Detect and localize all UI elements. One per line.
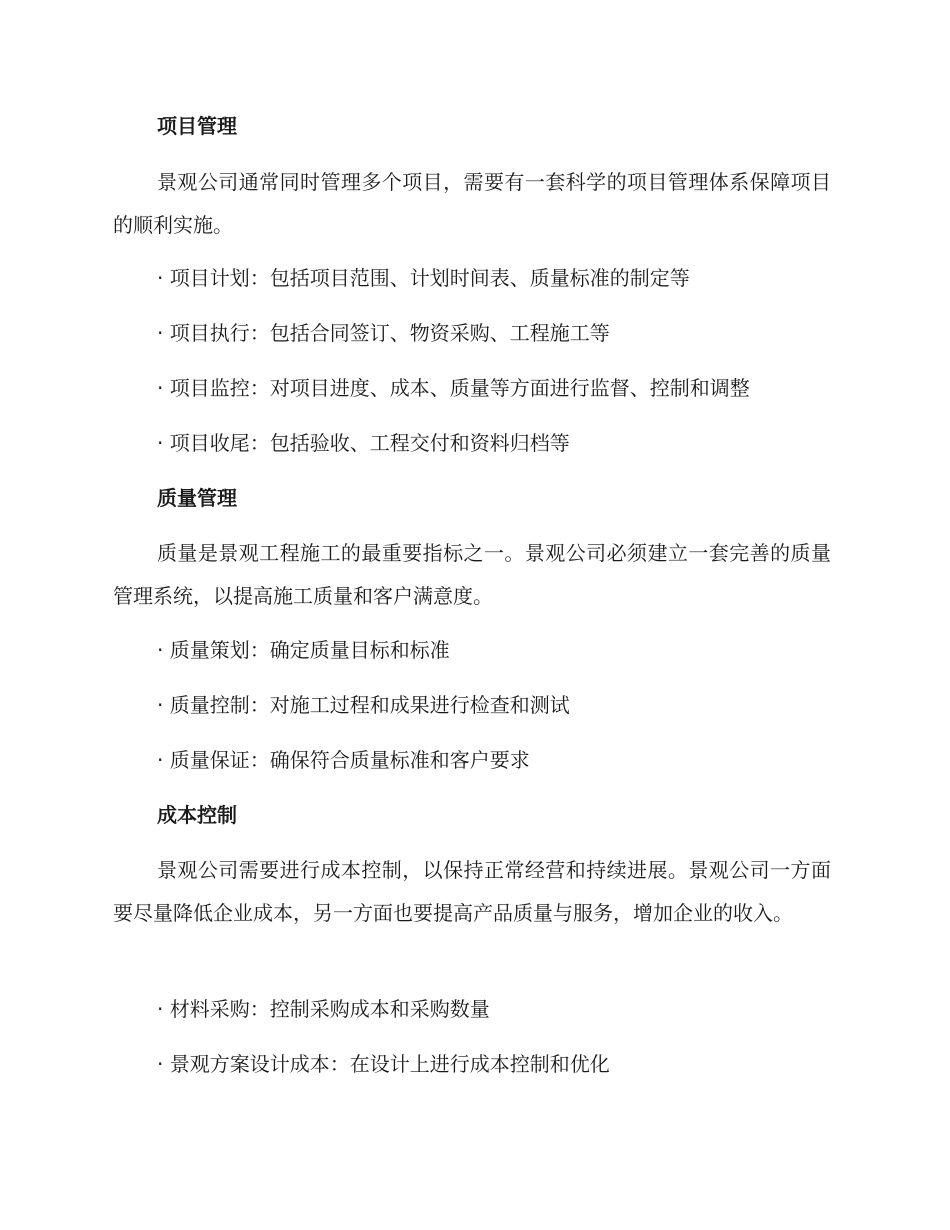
list-item: · 景观方案设计成本：在设计上进行成本控制和优化 xyxy=(157,1052,610,1076)
section-heading-quality-management: 质量管理 xyxy=(157,486,237,510)
list-item: · 项目执行：包括合同签订、物资采购、工程施工等 xyxy=(157,321,610,345)
list-item: · 质量控制：对施工过程和成果进行检查和测试 xyxy=(157,693,570,717)
list-item: · 项目监控：对项目进度、成本、质量等方面进行监督、控制和调整 xyxy=(157,376,750,400)
section-heading-cost-control: 成本控制 xyxy=(157,803,237,827)
list-item: · 项目计划：包括项目范围、计划时间表、质量标准的制定等 xyxy=(157,266,690,290)
section-paragraph-project-management: 景观公司通常同时管理多个项目，需要有一套科学的项目管理体系保障项目的顺利实施。 xyxy=(113,170,831,237)
list-item: · 质量策划：确定质量目标和标准 xyxy=(157,638,450,662)
list-item: · 项目收尾：包括验收、工程交付和资料归档等 xyxy=(157,431,570,455)
list-item: · 材料采购：控制采购成本和采购数量 xyxy=(157,997,490,1021)
section-heading-project-management: 项目管理 xyxy=(157,114,237,138)
section-paragraph-cost-control: 景观公司需要进行成本控制，以保持正常经营和持续进展。景观公司一方面要尽量降低企业成本，另一方面也要提高产品质量与服务，增加企业的收入。 xyxy=(113,858,831,925)
list-item: · 质量保证：确保符合质量标准和客户要求 xyxy=(157,748,530,772)
section-paragraph-quality-management: 质量是景观工程施工的最重要指标之一。景观公司必须建立一套完善的质量管理系统，以提高施工质量和客户满意度。 xyxy=(113,541,831,608)
